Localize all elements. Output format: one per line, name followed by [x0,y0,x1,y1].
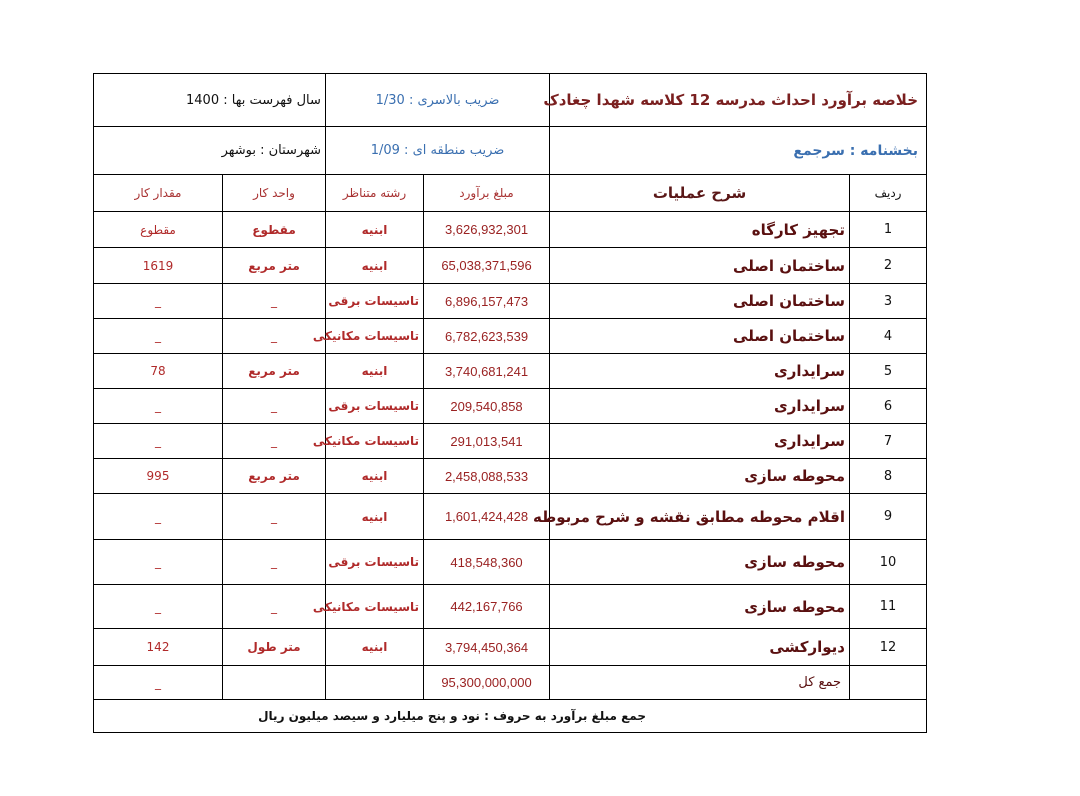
document-title: خلاصه برآورد احداث مدرسه 12 کلاسه شهدا چغادک [550,74,927,127]
row-quantity: مقطوع [94,212,223,248]
row-description: محوطه سازی [550,585,850,629]
row-number: 8 [850,459,927,494]
row-discipline: ابنیه [326,629,424,666]
row-description: سرایداری [550,389,850,424]
row-description: سرایداری [550,354,850,389]
col-header-estimate: مبلغ برآورد [424,175,550,212]
row-discipline: ابنیه [326,354,424,389]
row-quantity: 1619 [94,248,223,284]
row-description: تجهیز کارگاه [550,212,850,248]
row-quantity: _ [94,389,223,424]
row-discipline: تاسیسات برقی [326,389,424,424]
table-row [94,494,927,540]
row-number: 4 [850,319,927,354]
price-list-year: سال فهرست بها : 1400 [94,74,326,127]
total-row [94,666,927,700]
row-unit: متر مربع [223,354,326,389]
row-quantity: _ [94,424,223,459]
row-amount: 6,782,623,539 [424,319,550,354]
row-description: محوطه سازی [550,459,850,494]
row-description: ساختمان اصلی [550,248,850,284]
city-label: شهرستان : بوشهر [94,127,326,175]
table-row [94,629,927,666]
col-header-discipline: رشته متناظر [326,175,424,212]
row-amount: 6,896,157,473 [424,284,550,319]
row-discipline: تاسیسات مکانیکی [326,424,424,459]
total-discipline [326,666,424,700]
row-amount: 418,548,360 [424,540,550,585]
row-discipline: تاسیسات برقی [326,284,424,319]
col-header-unit: واحد کار [223,175,326,212]
row-quantity: 78 [94,354,223,389]
row-amount: 3,740,681,241 [424,354,550,389]
row-number: 6 [850,389,927,424]
footer-row [94,700,927,733]
row-discipline: ابنیه [326,494,424,540]
row-amount: 291,013,541 [424,424,550,459]
total-unit [223,666,326,700]
estimate-summary-sheet [93,73,926,736]
row-unit: _ [223,284,326,319]
row-quantity: 142 [94,629,223,666]
row-discipline: تاسیسات برقی [326,540,424,585]
regional-coefficient: ضریب منطقه ای : 1/09 [326,127,550,175]
row-description: محوطه سازی [550,540,850,585]
row-number: 12 [850,629,927,666]
row-unit: _ [223,389,326,424]
row-quantity: _ [94,319,223,354]
row-amount: 442,167,766 [424,585,550,629]
row-quantity: _ [94,494,223,540]
row-unit: _ [223,424,326,459]
table-row [94,212,927,248]
total-label: جمع کل [550,666,850,700]
estimate-summary-table [93,73,927,733]
row-number: 11 [850,585,927,629]
table-row [94,540,927,585]
row-description: اقلام محوطه مطابق نقشه و شرح مربوطه [550,494,850,540]
overhead-coefficient: ضریب بالاسری : 1/30 [326,74,550,127]
row-description: ساختمان اصلی [550,319,850,354]
row-discipline: ابنیه [326,248,424,284]
col-header-row-no: ردیف [850,175,927,212]
row-quantity: 995 [94,459,223,494]
row-number: 10 [850,540,927,585]
row-discipline: تاسیسات مکانیکی [326,585,424,629]
row-number: 1 [850,212,927,248]
table-row [94,319,927,354]
row-unit: مقطوع [223,212,326,248]
row-description: دیوارکشی [550,629,850,666]
row-amount: 65,038,371,596 [424,248,550,284]
col-header-description: شرح عملیات [550,175,850,212]
row-description: سرایداری [550,424,850,459]
row-number: 5 [850,354,927,389]
amount-in-words: جمع مبلغ برآورد به حروف : نود و پنج میلیارد و سیصد میلیون ریال [94,700,927,733]
row-description: ساختمان اصلی [550,284,850,319]
row-number: 9 [850,494,927,540]
column-header-row [94,175,927,212]
table-row [94,389,927,424]
row-unit: _ [223,585,326,629]
row-amount: 3,626,932,301 [424,212,550,248]
row-quantity: _ [94,284,223,319]
table-row [94,424,927,459]
header-row-2 [94,127,927,175]
col-header-quantity: مقدار کار [94,175,223,212]
row-number: 3 [850,284,927,319]
table-row [94,354,927,389]
row-discipline: ابنیه [326,212,424,248]
table-row [94,459,927,494]
header-row-1 [94,74,927,127]
row-amount: 1,601,424,428 [424,494,550,540]
total-row-no [850,666,927,700]
row-discipline: تاسیسات مکانیکی [326,319,424,354]
row-number: 7 [850,424,927,459]
row-unit: متر مربع [223,459,326,494]
circular-label: بخشنامه : سرجمع [550,127,927,175]
row-quantity: _ [94,540,223,585]
row-unit: متر طول [223,629,326,666]
row-discipline: ابنیه [326,459,424,494]
row-unit: متر مربع [223,248,326,284]
row-amount: 209,540,858 [424,389,550,424]
row-unit: _ [223,319,326,354]
row-amount: 3,794,450,364 [424,629,550,666]
row-unit: _ [223,494,326,540]
row-unit: _ [223,540,326,585]
table-row [94,585,927,629]
total-quantity: _ [94,666,223,700]
row-quantity: _ [94,585,223,629]
table-row [94,284,927,319]
row-number: 2 [850,248,927,284]
table-row [94,248,927,284]
row-amount: 2,458,088,533 [424,459,550,494]
total-amount: 95,300,000,000 [424,666,550,700]
